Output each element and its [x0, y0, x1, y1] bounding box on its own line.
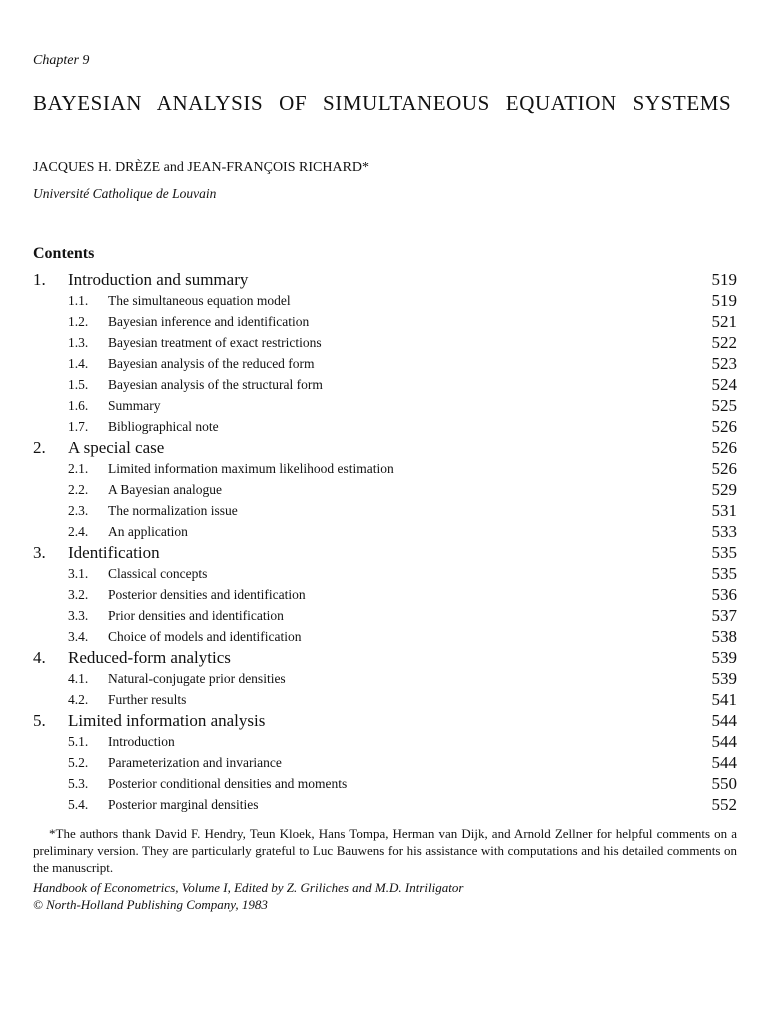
toc-entry-number: 5.2. [68, 755, 89, 770]
toc-entry-page: 533 [711, 522, 737, 541]
toc-entry-title: Bayesian treatment of exact restrictions [108, 335, 322, 350]
chapter-title: BAYESIAN ANALYSIS OF SIMULTANEOUS EQUATION SYSTEMS [33, 91, 732, 115]
toc-entry-number: 1.7. [68, 419, 89, 434]
toc-entry-number: 1.4. [68, 356, 89, 371]
toc-entry-page: 535 [711, 543, 737, 562]
toc-entry-title: Further results [108, 692, 187, 707]
toc-entry-number: 3.4. [68, 629, 89, 644]
toc-entry-page: 544 [711, 711, 737, 730]
toc-entry-number: 2. [33, 438, 46, 457]
toc-entry-title: Limited information maximum likelihood estimation [108, 461, 394, 476]
toc-entry-title: Posterior marginal densities [108, 797, 259, 812]
toc-entry-page: 526 [711, 459, 737, 478]
toc-entry-page: 519 [711, 270, 737, 289]
footnote-text: *The authors thank David F. Hendry, Teun Kloek, Hans Tompa, Herman van Dijk, and Arnold Zellner for helpful comments on a preliminary version. They are particularly grateful to Luc Bauwens for his assistance with computations and his detailed comments on the manuscript. [33, 826, 737, 875]
toc-entry-page: 539 [711, 648, 737, 667]
toc-entry-number: 1.5. [68, 377, 89, 392]
affiliation: Université Catholique de Louvain [33, 186, 217, 201]
toc-entry-number: 4. [33, 648, 46, 667]
toc-entry-number: 3.1. [68, 566, 89, 581]
toc-entry-title: Bayesian inference and identification [108, 314, 310, 329]
toc-entry-page: 550 [711, 774, 737, 793]
toc-entry-number: 1. [33, 270, 46, 289]
toc-entry-title: Identification [68, 543, 160, 562]
toc-entry-title: Prior densities and identification [108, 608, 284, 623]
toc-entry-title: A special case [68, 438, 165, 457]
toc-entry-page: 526 [711, 438, 737, 457]
toc-entry-page: 529 [711, 480, 737, 499]
toc-entry-title: The normalization issue [108, 503, 238, 518]
toc-entry-number: 4.2. [68, 692, 89, 707]
toc-entry-page: 535 [711, 564, 737, 583]
toc-entry-number: 5. [33, 711, 46, 730]
toc-entry-page: 544 [711, 753, 737, 772]
toc-entry-number: 1.6. [68, 398, 89, 413]
toc-entry-title: Introduction [108, 734, 175, 749]
chapter-label: Chapter 9 [33, 53, 90, 68]
toc-entry-page: 544 [711, 732, 737, 751]
toc-entry-title: Posterior conditional densities and moments [108, 776, 348, 791]
toc-entry-number: 1.2. [68, 314, 89, 329]
toc-entry-number: 5.1. [68, 734, 89, 749]
toc-entry-title: Natural-conjugate prior densities [108, 671, 286, 686]
toc-entry-title: Summary [108, 398, 161, 413]
toc-entry-page: 519 [711, 291, 737, 310]
toc-entry-title: Limited information analysis [68, 711, 266, 730]
acknowledgement-footnote [33, 825, 737, 876]
toc-entry-title: The simultaneous equation model [108, 293, 291, 308]
toc-entry-page: 539 [711, 669, 737, 688]
toc-entry-number: 5.4. [68, 797, 89, 812]
toc-entry-page: 524 [711, 375, 737, 394]
toc-entry-number: 3.2. [68, 587, 89, 602]
toc-entry-number: 3. [33, 543, 46, 562]
toc-entry-number: 5.3. [68, 776, 89, 791]
toc-entry-number: 4.1. [68, 671, 89, 686]
toc-entry-number: 2.1. [68, 461, 89, 476]
toc-entry-page: 538 [711, 627, 737, 646]
authors: JACQUES H. DRÈZE and JEAN-FRANÇOIS RICHARD* [33, 160, 370, 175]
toc-entry-title: Bibliographical note [108, 419, 219, 434]
toc-entry-number: 1.3. [68, 335, 89, 350]
toc-entry-number: 2.2. [68, 482, 89, 497]
toc-entry-page: 552 [711, 795, 737, 814]
toc-entry-page: 525 [711, 396, 737, 415]
toc-entry-title: An application [108, 524, 188, 539]
publication-imprint [33, 879, 463, 913]
toc-entry-title: Reduced-form analytics [68, 648, 231, 667]
toc-entry-title: Classical concepts [108, 566, 208, 581]
imprint-line-1: Handbook of Econometrics, Volume I, Edited by Z. Griliches and M.D. Intriligator [33, 880, 464, 895]
toc-entry-page: 536 [711, 585, 737, 604]
toc-entry-title: Bayesian analysis of the reduced form [108, 356, 315, 371]
toc-entry-page: 523 [711, 354, 737, 373]
toc-entry-number: 2.3. [68, 503, 89, 518]
toc-entry-page: 541 [711, 690, 737, 709]
toc-entry-page: 526 [711, 417, 737, 436]
contents-heading: Contents [33, 245, 95, 262]
toc-entry-title: Introduction and summary [68, 270, 249, 289]
toc-entry-number: 2.4. [68, 524, 89, 539]
toc-entry-title: Parameterization and invariance [108, 755, 282, 770]
toc-entry-page: 531 [711, 501, 737, 520]
toc-entry-title: A Bayesian analogue [108, 482, 222, 497]
toc-entry-page: 537 [711, 606, 737, 625]
toc-entry-page: 521 [711, 312, 737, 331]
toc-entry-title: Choice of models and identification [108, 629, 302, 644]
imprint-line-2: © North-Holland Publishing Company, 1983 [33, 897, 268, 912]
toc-entry-title: Bayesian analysis of the structural form [108, 377, 323, 392]
toc-entry-page: 522 [711, 333, 737, 352]
toc-entry-title: Posterior densities and identification [108, 587, 306, 602]
toc-entry-number: 3.3. [68, 608, 89, 623]
toc-entry-number: 1.1. [68, 293, 89, 308]
